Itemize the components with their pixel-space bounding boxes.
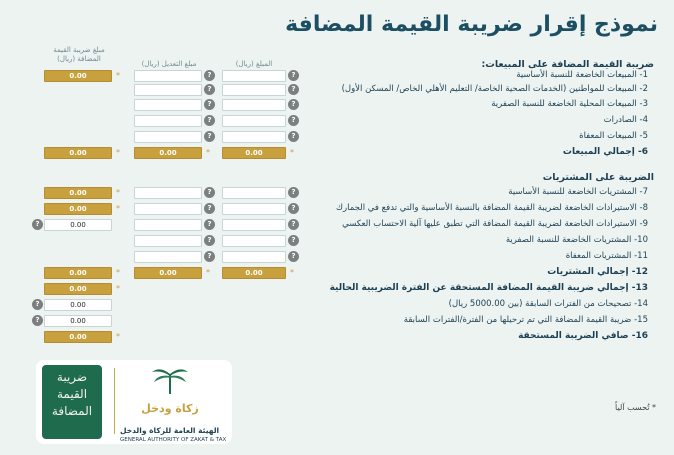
row-12-adjustment-field: 0.00 [134,267,202,279]
row-label-4: 4- الصادرات [603,115,648,125]
row-12-vat-field: 0.00 [44,267,112,279]
row-6-vat-field: 0.00 [44,147,112,159]
row-12-amount-field: 0.00 [222,267,286,279]
row-3-amount-field[interactable] [222,99,286,111]
sales-section-heading: ضريبة القيمة المضافة على المبيعات: [481,59,654,70]
star-icon: * [116,204,120,213]
help-circle-icon[interactable]: ? [288,187,299,198]
help-circle-icon[interactable]: ? [288,99,299,110]
star-icon: * [116,148,120,157]
star-icon: * [290,148,294,157]
help-circle-icon[interactable]: ? [204,115,215,126]
row-2-amount-field[interactable] [222,84,286,96]
row-label-2: 2- المبيعات للمواطنين (الخدمات الصحية الخاصة/ التعليم الأهلي الخاص/ المسكن الأول) [341,84,648,94]
help-circle-icon[interactable]: ? [32,299,43,310]
palm-icon [141,364,199,424]
row-label-10: 10- المشتريات الخاضعة للنسبة الصفرية [505,235,648,245]
column-header-adjustment: مبلغ التعديل (ريال) [141,60,197,68]
row-1-vat-field: 0.00 [44,70,112,82]
help-circle-icon[interactable]: ? [204,131,215,142]
help-circle-icon[interactable]: ? [288,251,299,262]
row-16-vat-field: 0.00 [44,331,112,343]
help-circle-icon[interactable]: ? [204,99,215,110]
row-9-vat-field[interactable]: 0.00 [44,219,112,231]
star-icon: * [290,268,294,277]
help-circle-icon[interactable]: ? [288,203,299,214]
row-label-11: 11- المشتريات المعفاة [565,251,648,261]
row-10-amount-field[interactable] [222,235,286,247]
row-label-6: 6- إجمالي المبيعات [562,147,648,157]
row-8-adjustment-field[interactable] [134,203,202,215]
help-circle-icon[interactable]: ? [204,203,215,214]
auto-calc-note: * تُحسب آلياً [615,403,656,412]
page-title: نموذج إقرار ضريبة القيمة المضافة [285,12,658,37]
help-circle-icon[interactable]: ? [32,315,43,326]
row-label-3: 3- المبيعات المحلية الخاضعة للنسبة الصفرية [491,99,648,109]
help-circle-icon[interactable]: ? [204,70,215,81]
row-label-8: 8- الاستيرادات الخاضعة لضريبة القيمة المضافة بالنسبة الأساسية والتي تدفع في الجمارك [336,203,648,213]
star-icon: * [206,148,210,157]
row-10-adjustment-field[interactable] [134,235,202,247]
row-5-amount-field[interactable] [222,131,286,143]
zakat-logo-word: زكاة ودخل [141,402,199,415]
star-icon: * [116,268,120,277]
row-3-adjustment-field[interactable] [134,99,202,111]
row-2-adjustment-field[interactable] [134,84,202,96]
row-11-adjustment-field[interactable] [134,251,202,263]
help-circle-icon[interactable]: ? [204,187,215,198]
star-icon: * [116,284,120,293]
help-circle-icon[interactable]: ? [288,219,299,230]
column-header-vat [44,46,114,64]
help-circle-icon[interactable]: ? [204,251,215,262]
row-5-adjustment-field[interactable] [134,131,202,143]
row-label-9: 9- الاستيرادات الخاضعة لضريبة القيمة المضافة التي تطبق عليها آلية الاحتساب العكسي [342,219,648,229]
row-label-13: 13- إجمالي ضريبة القيمة المضافة المستحقة عن الفترة الضريبية الحالية [329,283,648,293]
row-1-adjustment-field[interactable] [134,70,202,82]
row-4-amount-field[interactable] [222,115,286,127]
zakat-authority-english: GENERAL AUTHORITY OF ZAKAT & TAX [120,437,227,443]
row-4-adjustment-field[interactable] [134,115,202,127]
star-icon: * [206,268,210,277]
row-13-vat-field: 0.00 [44,283,112,295]
row-7-adjustment-field[interactable] [134,187,202,199]
star-icon: * [116,332,120,341]
row-11-amount-field[interactable] [222,251,286,263]
vat-logo-line3: المضافة [51,404,93,418]
row-label-15: 15- ضريبة القيمة المضافة التي تم ترحيلها من الفترة/الفترات السابقة [403,315,648,325]
help-circle-icon[interactable]: ? [204,84,215,95]
help-circle-icon[interactable]: ? [288,84,299,95]
column-header-vat-line2: المضافة (ريال) [57,55,101,63]
vat-logo [42,365,102,439]
row-6-adjustment-field: 0.00 [134,147,202,159]
row-label-7: 7- المشتريات الخاضعة للنسبة الأساسية [508,187,648,197]
vat-logo-line1: ضريبة [56,370,88,384]
row-label-14: 14- تصحيحات من الفترات السابقة (بين 5000.00 ريال) [448,299,648,309]
row-label-12: 12- إجمالي المشتريات [547,267,648,277]
purchases-section-heading: الضريبة على المشتريات [542,172,654,183]
row-15-vat-field[interactable]: 0.00 [44,315,112,327]
help-circle-icon[interactable]: ? [204,235,215,246]
star-icon: * [116,188,120,197]
help-circle-icon[interactable]: ? [288,70,299,81]
zakat-authority-arabic: الهيئة العامة للزكاة والدخل [120,426,220,435]
row-6-amount-field: 0.00 [222,147,286,159]
row-1-amount-field[interactable] [222,70,286,82]
row-label-16: 16- صافي الضريبة المستحقة [518,331,648,341]
help-circle-icon[interactable]: ? [288,131,299,142]
column-header-vat-line1: مبلغ ضريبة القيمة [53,46,105,54]
help-circle-icon[interactable]: ? [288,235,299,246]
column-header-amount: المبلغ (ريال) [235,60,273,68]
row-8-amount-field[interactable] [222,203,286,215]
row-14-vat-field[interactable]: 0.00 [44,299,112,311]
row-7-vat-field: 0.00 [44,187,112,199]
star-icon: * [116,71,120,80]
row-8-vat-field: 0.00 [44,203,112,215]
logo-separator [114,368,115,434]
help-circle-icon[interactable]: ? [204,219,215,230]
row-label-5: 5- المبيعات المعفاة [579,131,648,141]
help-circle-icon[interactable]: ? [288,115,299,126]
row-label-1: 1- المبيعات الخاضعة للنسبة الأساسية [516,70,648,80]
row-9-amount-field[interactable] [222,219,286,231]
row-7-amount-field[interactable] [222,187,286,199]
row-9-adjustment-field[interactable] [134,219,202,231]
help-circle-icon[interactable]: ? [32,219,43,230]
vat-logo-line2: القيمة [56,387,88,401]
